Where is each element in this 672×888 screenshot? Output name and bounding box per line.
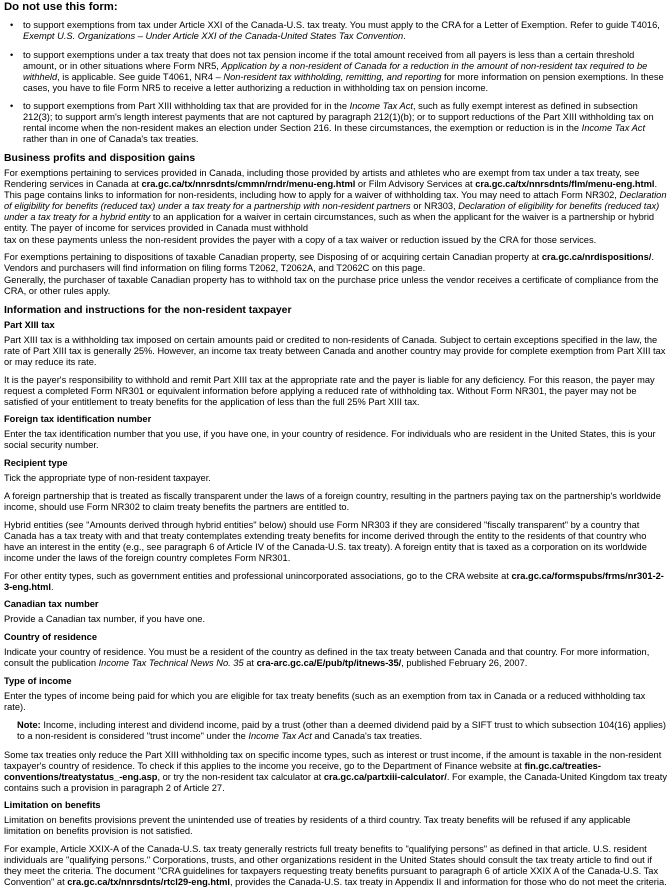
italic-title: Income Tax Technical News No. 35 <box>98 658 244 669</box>
text-run: to support exemptions under a tax treaty that does not tax pension income if the total amount received from all payers is less than a certain threshold amount, or in other situations where Form NR5, <box>23 49 635 71</box>
type-of-income-paragraph-1: Enter the types of income being paid for which you are eligible for tax treaty benefits (such as an exemption from tax in Canada or a reduced withholding tax rate). <box>4 691 646 713</box>
note-body <box>17 720 666 741</box>
italic-title: Declaration of eligibility for benefits (reduced tax) under a tax treaty for a hybrid entity <box>4 200 660 222</box>
business-purchaser-paragraph: Generally, the purchaser of taxable Canadian property has to withhold tax on the purchase price unless the vendor receives a certificate of compliance from the CRA, or other rules apply. <box>4 275 659 297</box>
text-run: For other entity types, such as government entities and professional unincorporated associations, go to the CRA website at <box>4 570 512 581</box>
web-address: cra-arc.gc.ca/E/pub/tp/itnews-35/ <box>256 658 402 669</box>
text-run: to support exemptions from tax under Article XXI of the Canada-U.S. tax treaty. You must apply to the CRA for a Letter of Exemption. Refer to guide T4016, <box>23 20 660 30</box>
limitation-on-benefits-heading: Limitation on benefits <box>4 800 101 811</box>
business-dispositions-paragraph <box>4 252 668 274</box>
web-address: cra.gc.ca/nrdispositions/ <box>541 252 652 263</box>
web-address: fin.gc.ca/treaties-conventions/treatystatus_-eng.asp <box>4 760 601 782</box>
recipient-type-paragraph-4 <box>4 571 668 593</box>
text-run: or NR303, <box>410 200 459 211</box>
web-address: cra.gc.ca/tx/nnrsdnts/flm/menu-eng.html <box>475 178 655 189</box>
web-address: cra.gc.ca/formspubs/frms/nr301-2-3-eng.html <box>4 570 664 592</box>
web-address: cra.gc.ca/tx/nnrsdnts/rtcl29-eng.html <box>67 876 231 887</box>
exclusion-item-pension <box>4 50 668 94</box>
part-xiii-paragraph-1: Part XIII tax is a withholding tax imposed on certain amounts paid or credited to non-residents of Canada. Subject to certain exceptions specified in the law, the rate of Part XIII tax is generally 25%. However, an income tax treaty between Canada and another country may provide for complete exemption from Part XIII tax or may reduce its rate. <box>4 335 666 367</box>
exclusions-list <box>4 20 668 145</box>
text-run: . For example, the Canada-United Kingdom tax treaty contains such a provision in paragraph 2 of Article 27. <box>4 771 667 793</box>
recipient-type-paragraph-2: A foreign partnership that is treated as fiscally transparent under the laws of a foreign country, resulting in the partners paying tax on the partnership's worldwide income, should use Form NR302 to claim treaty benefits the partners are entitled to. <box>4 491 661 513</box>
text-run: rather than in one of Canada's tax treaties. <box>23 134 199 145</box>
limitation-on-benefits-paragraph-2 <box>4 844 668 888</box>
business-services-paragraph-cont: tax on these payments unless the non-resident provides the payer with a copy of a tax waiver or reduction issued by the CRA for those services. <box>4 234 597 245</box>
limitation-on-benefits-paragraph-1: Limitation on benefits provisions prevent the unintended use of treaties by residents of a third country. Tax treaty benefits will be refused if any applicable limitation on benefits provision is not satisfied. <box>4 815 631 837</box>
country-of-residence-paragraph <box>4 647 668 669</box>
web-address: cra.gc.ca/tx/nnrsdnts/cmmn/rndr/menu-eng.html <box>141 178 356 189</box>
country-of-residence-heading: Country of residence <box>4 632 97 643</box>
text-run: for more information on pension exemptions. In these cases, you have to file Form NR5 to receive a letter authorizing a reduction in withholding tax on pension income. <box>23 71 664 93</box>
trust-income-note <box>4 720 668 742</box>
part-xiii-heading: Part XIII tax <box>4 320 55 331</box>
text-run: . <box>403 30 406 41</box>
business-profits-heading: Business profits and disposition gains <box>4 153 196 165</box>
text-run: or Film Advisory Services at <box>355 178 476 189</box>
text-run: , or try the non-resident tax calculator at <box>157 771 324 782</box>
text-run: , provides the Canada-U.S. tax treaty in Appendix II and information for those who do not meet the criteria. <box>230 876 667 887</box>
canadian-tax-number-heading: Canadian tax number <box>4 599 99 610</box>
text-run: For exemptions pertaining to services provided in Canada, including those provided by artists and athletes who are exempt from tax under a tax treaty, see Rendering services in Canada at <box>4 168 640 189</box>
text-run: , such as fully exempt interest as defined in subsection 212(3); to support arm's length interest payments that are not captured by paragraph 212(1)(b); or to support reductions of the Part XIII withholding tax on rental income when the non-resident makes an election under Section 216. In these circumstances, the exemption or reduction is in the <box>23 101 654 134</box>
text-run: , is applicable. See guide T4061, NR4 – <box>57 71 224 82</box>
text-run: . <box>51 581 54 592</box>
text-run: . This page contains links to information for non-residents, including how to apply for a waiver of withholding tax. You may need to attach Form NR302, <box>4 178 658 200</box>
text-run: For exemptions pertaining to dispositions of taxable Canadian property, see Disposing of or acquiring certain Canadian property at <box>4 252 542 263</box>
text-run: . Vendors and purchasers will find information on filing forms T2062, T2062A, and T2062C on this page. <box>4 252 654 274</box>
web-address: cra.gc.ca/partxiii-calculator/ <box>323 771 447 782</box>
text-run: , published February 26, 2007. <box>401 658 528 669</box>
text-run: Some tax treaties only reduce the Part XIII withholding tax on specific income types, such as interest or trust income, if the amount is taxable in the non-resident taxpayer's country of residence. To check if this applies to the income you receive, go to the Department of Finance website at <box>4 749 662 771</box>
recipient-type-paragraph-3: Hybrid entities (see "Amounts derived through hybrid entities" below) should use Form NR303 if they are considered "fiscally transparent" by a country that Canada has a tax treaty with and that treaty contemplates extending treaty benefits for income derived through the entity to the residents of that country who have an interest in the entity (e.g., see paragraph 6 of Article IV of the Canada-U.S. tax treaty). A foreign entity that is taxed as a corporation on its worldwide income under the laws of the foreign country completes Form NR301. <box>4 520 647 563</box>
italic-title: Exempt U.S. Organizations – Under Article XXI of the Canada-United States Tax Convention <box>23 30 404 41</box>
text-run: at <box>243 658 257 669</box>
foreign-tin-paragraph: Enter the tax identification number that you use, if you have one, in your country of residence. For individuals who are resident in the United States, this is your social security number. <box>4 429 656 451</box>
exclusion-item-article-xxi <box>4 20 668 42</box>
text-run: to an application for a waiver in certain circumstances, such as when the applicant for the waiver is a partnership or hybrid entity. The payer of income for services provided in Canada must withhold <box>4 211 655 233</box>
text-run: to support exemptions from Part XIII withholding tax that are provided for in the <box>23 101 350 112</box>
italic-title: Non-resident tax withholding, remitting, and reporting <box>223 71 442 82</box>
italic-title: Income Tax Act <box>248 730 312 741</box>
canadian-tax-number-paragraph: Provide a Canadian tax number, if you have one. <box>4 614 206 625</box>
italic-title: Application by a non-resident of Canada for a reduction in the amount of non-resident tax required to be withheld <box>23 60 648 82</box>
do-not-use-heading: Do not use this form: <box>4 1 118 13</box>
type-of-income-heading: Type of income <box>4 676 72 687</box>
note-label: Note: <box>17 719 41 730</box>
text-run: and Canada's tax treaties. <box>311 730 423 741</box>
recipient-type-heading: Recipient type <box>4 458 68 469</box>
business-services-paragraph <box>4 168 668 233</box>
italic-title: Income Tax Act <box>581 123 646 134</box>
type-of-income-paragraph-2 <box>4 750 668 794</box>
text-run: For example, Article XXIX-A of the Canada-U.S. tax treaty generally restricts full treaty benefits to "qualifying persons" as defined in that article. U.S. resident individuals are "qualifying persons." Corporations, trusts, and other organizations resident in the United States should consult the tax treaty article to find out if they meet the criteria. The document "CRA guidelines for taxpayers requesting treaty benefits pursuant to paragraph 6 of article XXIX A of the Canada-U.S. Tax Convention" at <box>4 844 659 887</box>
recipient-type-paragraph-1: Tick the appropriate type of non-resident taxpayer. <box>4 473 211 484</box>
part-xiii-paragraph-2: It is the payer's responsibility to withhold and remit Part XIII tax at the appropriate rate and the payer is liable for any deficiency. For this reason, the payer may request a completed Form NR301 or equivalent information before applying a reduced rate of withholding tax. Without Form NR301, the payer may not be satisfied of your entitlement to treaty benefits for the application of less than the full 25% Part XIII tax. <box>4 374 655 407</box>
text-run: Indicate your country of residence. You must be a resident of the country as defined in the tax treaty between Canada and that country. For more information, consult the publication <box>4 647 650 669</box>
info-instructions-heading: Information and instructions for the non-resident taxpayer <box>4 305 292 317</box>
italic-title: Income Tax Act <box>349 101 413 112</box>
foreign-tin-heading: Foreign tax identification number <box>4 414 152 425</box>
text-run: Income, including interest and dividend income, paid by a trust (other than a deemed dividend paid by a SIFT trust to which subsection 104(16) applies) to a non-resident is considered "trust income" under the <box>17 719 666 741</box>
italic-title: Declaration of eligibility for benefits (reduced tax) under a tax treaty for a partnership with non-resident partners <box>4 189 667 211</box>
exclusion-item-income-tax-act <box>4 101 668 145</box>
